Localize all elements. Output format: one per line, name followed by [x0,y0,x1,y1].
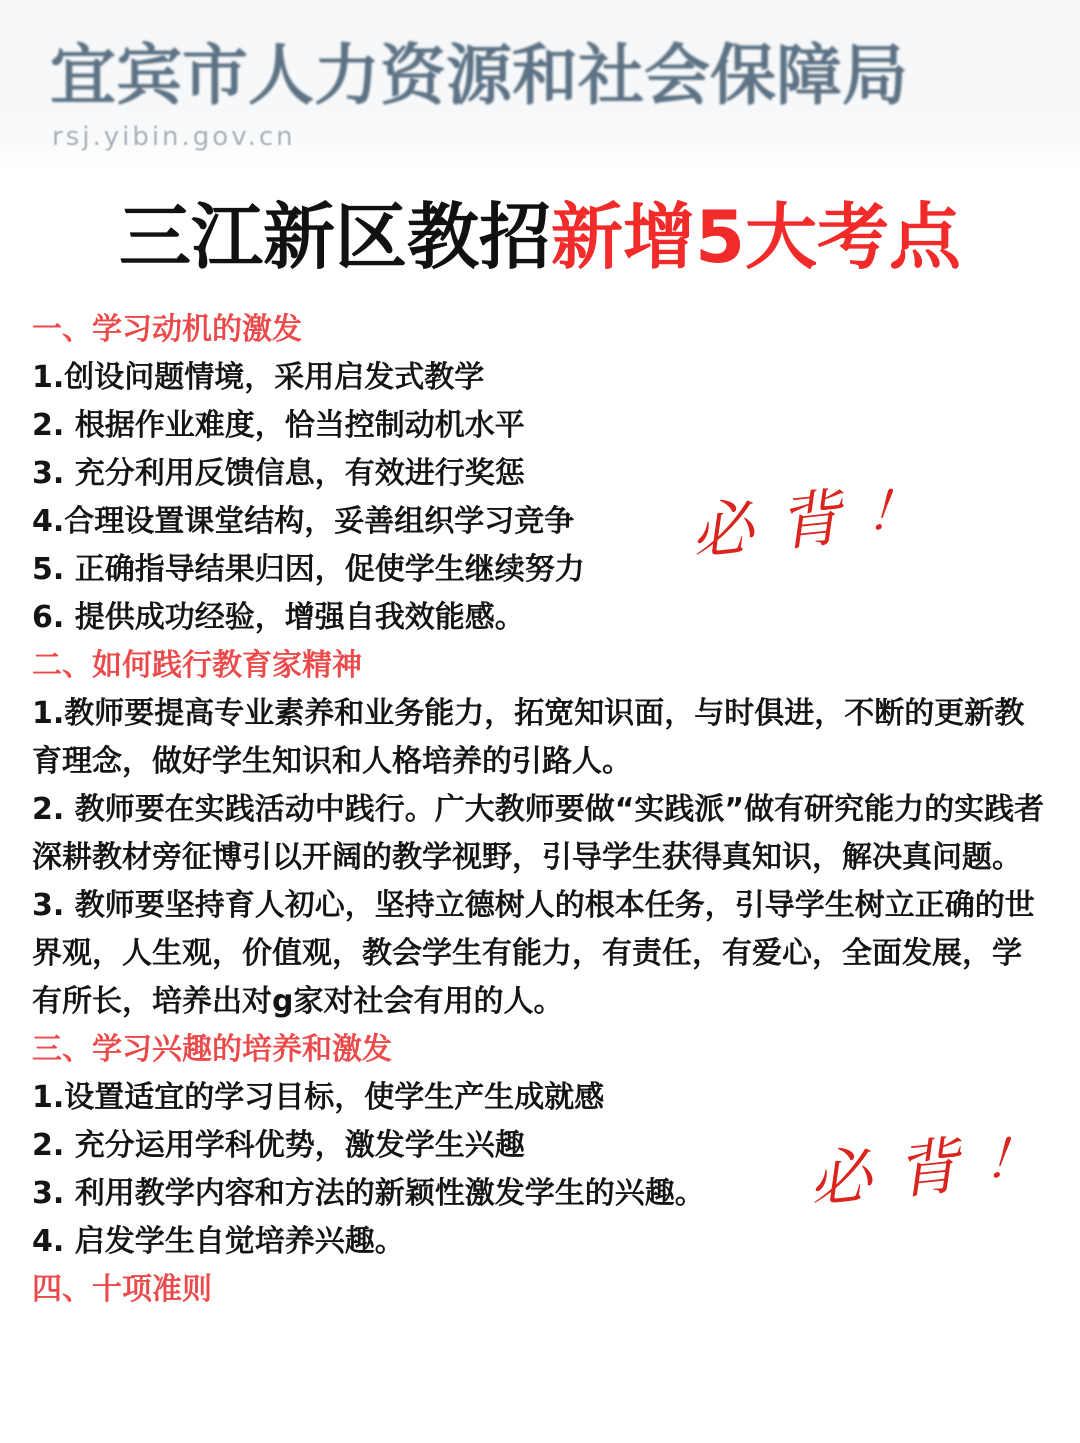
note-exclamation: ！ [981,1127,1066,1196]
list-item: 4. 启发学生自觉培养兴趣。 [32,1224,405,1259]
section-heading: 一、学习动机的激发 [32,312,302,347]
list-item: 3. 充分利用反馈信息，有效进行奖惩 [32,456,525,491]
note-text: 必背 [805,1126,989,1218]
note-text: 必背 [687,478,871,570]
section-heading: 四、十项准则 [32,1272,212,1307]
section-heading: 三、学习兴趣的培养和激发 [32,1032,392,1067]
org-name: 宜宾市人力资源和社会保障局 [50,37,908,114]
paragraph: 1.教师要提高专业素养和业务能力，拓宽知识面，与时俱进，不断的更新教育理念，做好学生知识和人格培养的引路人。 [32,696,1025,779]
site-url: rsj.yibin.gov.cn [52,122,296,152]
list-item: 6. 提供成功经验，增强自我效能感。 [32,600,525,635]
list-item: 5. 正确指导结果归因，促使学生继续努力 [32,552,585,587]
note-exclamation: ！ [863,479,948,548]
list-item: 2. 根据作业难度，恰当控制动机水平 [32,408,525,443]
paragraph: 2. 教师要在实践活动中践行。广大教师要做“实践派”做有研究能力的实践者深耕教材旁征博引以开阔的教学视野，引导学生获得真知识，解决真问题。 [32,792,1045,875]
paragraph: 3. 教师要坚持育人初心，坚持立德树人的根本任务，引导学生树立正确的世界观，人生观，价值观，教会学生有能力，有责任，有爱心，全面发展，学有所长，培养出对g家对社会有用的人。 [32,888,1035,1019]
title-black-part: 三江新区教招 [118,195,551,279]
section-heading: 二、如何践行教育家精神 [32,648,362,683]
header-banner [0,0,1080,168]
list-item: 3. 利用教学内容和方法的新颖性激发学生的兴趣。 [32,1176,705,1211]
list-item: 2. 充分运用学科优势，激发学生兴趣 [32,1128,525,1163]
list-item: 4.合理设置课堂结构，妥善组织学习竞争 [32,504,575,539]
list-item: 1.设置适宜的学习目标，使学生产生成就感 [32,1080,605,1115]
page-title [0,192,1080,282]
list-item: 1.创设问题情境，采用启发式教学 [32,360,485,395]
title-red-part: 新增5大考点 [550,195,962,279]
